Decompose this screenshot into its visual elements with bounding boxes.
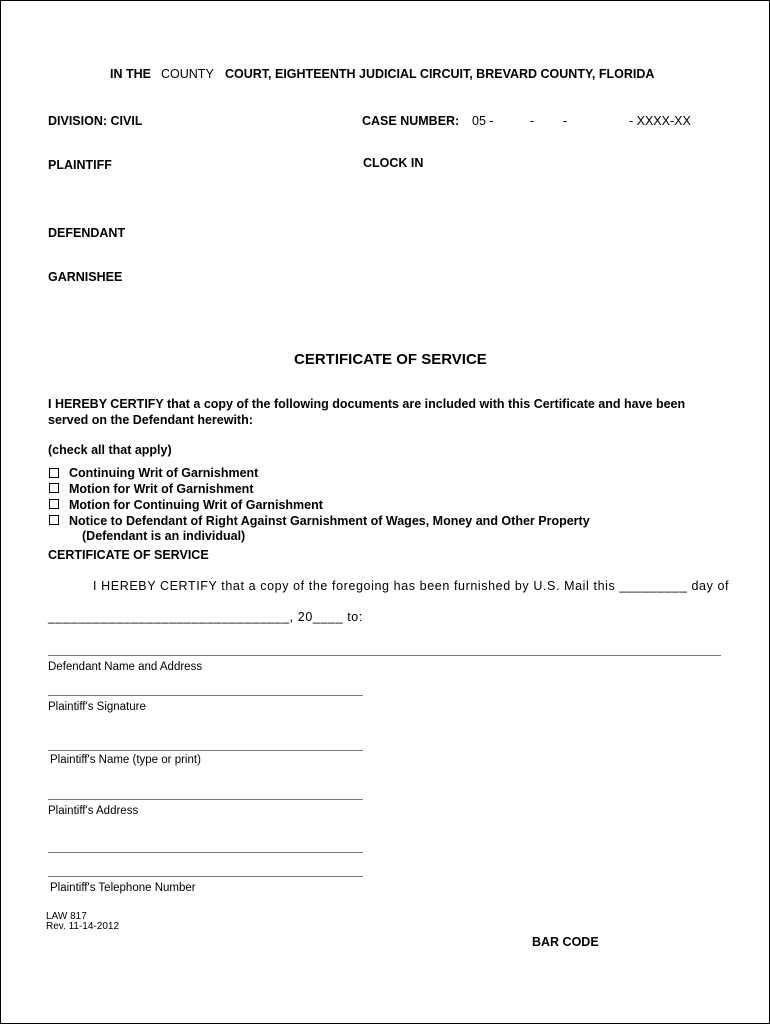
mail-certify-line1: I HEREBY CERTIFY that a copy of the foregoing has been furnished by U.S. Mail this _________ day of	[93, 579, 730, 593]
certify-text-line2: served on the Defendant herewith:	[48, 413, 253, 427]
page-title: CERTIFICATE OF SERVICE	[294, 351, 487, 368]
plaintiff-phone-label: Plaintiff's Telephone Number	[50, 882, 196, 894]
checkbox-continuing-writ[interactable]	[49, 468, 59, 478]
check-all-note: (check all that apply)	[48, 443, 172, 457]
clock-in-label: CLOCK IN	[363, 156, 424, 170]
case-number-suffix: - XXXX-XX	[629, 114, 691, 128]
case-number-sep1: -	[530, 114, 535, 128]
header-county: COUNTY	[161, 67, 214, 81]
plaintiff-label: PLAINTIFF	[48, 158, 112, 172]
header-court: COURT, EIGHTEENTH JUDICIAL CIRCUIT, BREVARD COUNTY, FLORIDA	[225, 67, 655, 81]
mail-certify-line2: ________________________________, 20____ to:	[48, 610, 363, 624]
plaintiff-signature-label: Plaintiff's Signature	[48, 701, 146, 713]
defendant-address-line[interactable]	[48, 655, 721, 656]
defendant-name-address-label: Defendant Name and Address	[48, 661, 203, 673]
checkbox-motion-writ[interactable]	[49, 483, 59, 493]
garnishee-label: GARNISHEE	[48, 270, 123, 284]
plaintiff-address-label: Plaintiff's Address	[48, 805, 139, 817]
case-number-sep2: -	[563, 114, 568, 128]
doc-label-motion-continuing-writ: Motion for Continuing Writ of Garnishment	[69, 498, 323, 512]
plaintiff-name-line[interactable]	[48, 750, 363, 751]
plaintiff-signature-line[interactable]	[48, 695, 363, 696]
checkbox-motion-continuing-writ[interactable]	[49, 499, 59, 509]
bar-code-label: BAR CODE	[532, 935, 599, 949]
individual-note: (Defendant is an individual)	[82, 529, 246, 543]
plaintiff-phone-line[interactable]	[48, 876, 363, 877]
form-code: LAW 817	[46, 911, 87, 922]
certificate-heading: CERTIFICATE OF SERVICE	[48, 548, 209, 562]
checkbox-notice-to-defendant[interactable]	[49, 515, 59, 525]
header-in-the: IN THE	[110, 67, 151, 81]
doc-label-notice-to-defendant: Notice to Defendant of Right Against Garnishment of Wages, Money and Other Property	[69, 514, 590, 528]
certify-text-line1: I HEREBY CERTIFY that a copy of the following documents are included with this Certificate and have been	[48, 397, 686, 411]
case-number-prefix: 05 -	[472, 114, 494, 128]
plaintiff-name-label: Plaintiff's Name (type or print)	[50, 754, 201, 766]
form-revision: Rev. 11-14-2012	[46, 921, 120, 932]
defendant-label: DEFENDANT	[48, 226, 126, 240]
plaintiff-address-line[interactable]	[48, 799, 363, 800]
division-label: DIVISION: CIVIL	[48, 114, 143, 128]
doc-label-continuing-writ: Continuing Writ of Garnishment	[69, 466, 259, 480]
doc-label-motion-writ: Motion for Writ of Garnishment	[69, 482, 254, 496]
plaintiff-address-line-2[interactable]	[48, 852, 363, 853]
case-number-label: CASE NUMBER:	[362, 114, 460, 128]
